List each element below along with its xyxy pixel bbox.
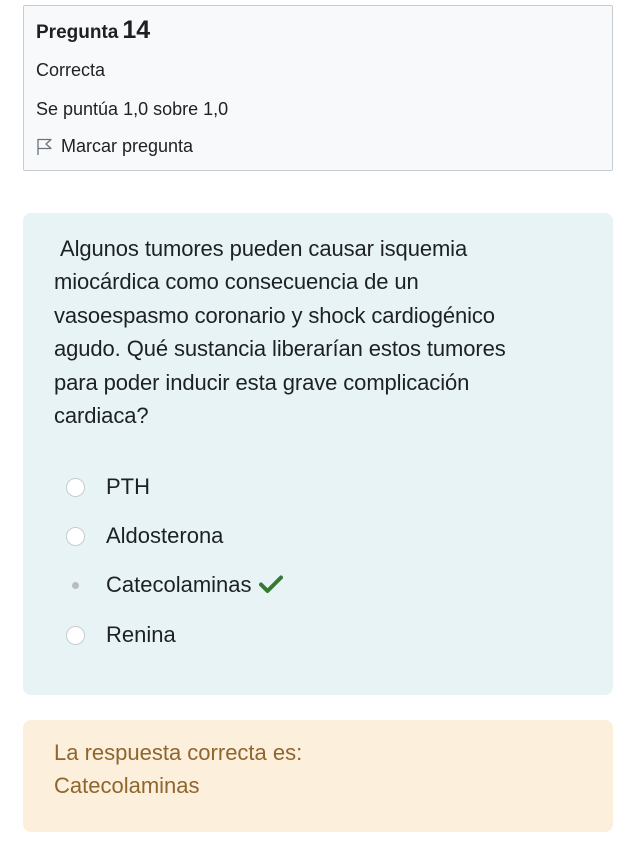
flag-question-label: Marcar pregunta [61,136,194,156]
answer-option-renina[interactable] [66,620,176,650]
question-word: Pregunta [36,22,119,43]
question-text-line: vasoespasmo coronario y shock cardiogénico [54,302,495,328]
answer-label: Renina [106,622,176,647]
answer-label: Catecolaminas [106,572,252,597]
question-text [54,232,594,432]
radio-button[interactable] [66,527,85,546]
question-grade: Se puntúa 1,0 sobre 1,0 [36,99,229,119]
answer-option-aldosterona[interactable] [66,521,223,551]
answer-label: PTH [106,474,150,499]
question-text-line: miocárdica como consecuencia de un [54,269,419,295]
question-text-line: para poder inducir esta grave complicación [54,369,470,395]
question-formulation [23,213,613,695]
question-title [36,16,150,45]
flag-icon [36,138,53,156]
question-info-box [23,5,613,171]
answer-option-pth[interactable] [66,472,150,502]
question-text-line: agudo. Qué sustancia liberarían estos tumores [54,336,506,362]
question-state: Correcta [36,60,106,80]
feedback-answer: Catecolaminas [54,773,200,798]
radio-button-selected[interactable] [66,576,85,595]
feedback-heading: La respuesta correcta es: [54,740,303,765]
correct-answer-feedback [23,720,613,832]
radio-button[interactable] [66,626,85,645]
flag-question-link[interactable] [36,136,193,157]
check-icon [259,574,283,594]
answer-label: Aldosterona [106,523,224,548]
question-number: 14 [122,16,151,44]
question-text-line: Algunos tumores pueden causar isquemia [60,236,468,261]
radio-button[interactable] [66,478,85,497]
answer-option-catecolaminas[interactable] [66,570,283,600]
question-text-line: cardiaca? [54,403,149,429]
